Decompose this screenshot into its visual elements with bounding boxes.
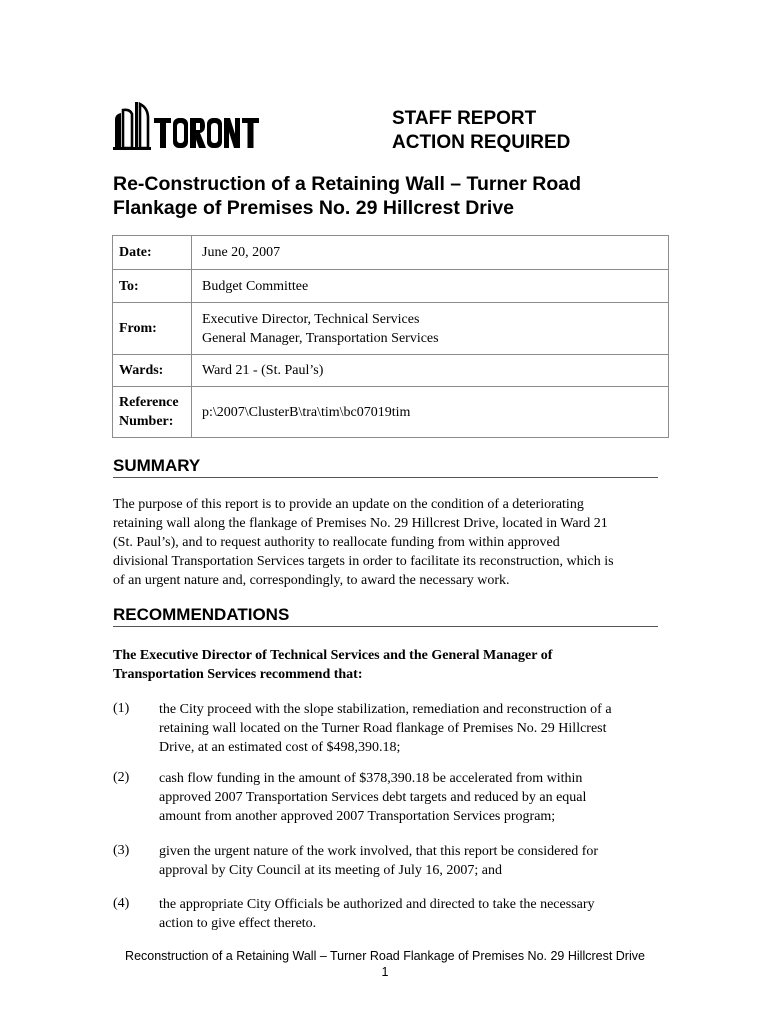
recommendation-item: (2) cash flow funding in the amount of $378,390.18 be accelerated from within approved 2007 Transportation Services debt targets and reduced by an equal amount from another approved 2007 Transportation Services program; <box>113 770 587 824</box>
meta-row-reference <box>113 387 669 438</box>
recommendation-number: (4) <box>113 896 130 911</box>
meta-value: p:\2007\ClusterB\tra\tim\bc07019tim <box>192 387 669 438</box>
meta-row-wards <box>113 355 669 387</box>
meta-value: June 20, 2007 <box>192 236 669 270</box>
summary-paragraph: The purpose of this report is to provide an update on the condition of a deteriorating retaining wall along the flankage of Premises No. 29 Hillcrest Drive, located in Ward 21 (St. Paul’s), and to request authority to reallocate funding from within approved divisional Transportation Services targets in order to facilitate its reconstruction, which is of an urgent nature and, correspondingly, to award the necessary work. <box>113 497 614 588</box>
report-type-line-2: ACTION REQUIRED <box>392 132 571 153</box>
meta-label: Reference Number: <box>113 387 192 438</box>
report-title-line-1: Re-Construction of a Retaining Wall – Turner Road <box>113 173 582 195</box>
page-footer <box>0 948 770 980</box>
meta-label: Wards: <box>113 355 192 387</box>
recommendations-intro: The Executive Director of Technical Services and the General Manager of Transportation Services recommend that: <box>113 648 553 682</box>
meta-label: Date: <box>113 236 192 270</box>
recommendation-item: (3) given the urgent nature of the work involved, that this report be considered for approval by City Council at its meeting of July 16, 2007; and <box>113 843 599 878</box>
meta-row-to <box>113 270 669 303</box>
summary-heading: SUMMARY <box>113 456 658 478</box>
report-type-line-1: STAFF REPORT <box>392 108 537 129</box>
recommendation-number: (2) <box>113 770 130 785</box>
recommendation-number: (1) <box>113 701 130 716</box>
meta-value: Executive Director, Technical Services General Manager, Transportation Services <box>192 303 669 355</box>
recommendation-item: (1) the City proceed with the slope stabilization, remediation and reconstruction of a retaining wall located on the Turner Road flankage of Premises No. 29 Hillcrest Drive, at an estimated cost of $498,390.18; <box>113 701 612 755</box>
recommendation-number: (3) <box>113 843 130 858</box>
footer-title: Reconstruction of a Retaining Wall – Turner Road Flankage of Premises No. 29 Hillcrest Drive <box>125 949 645 963</box>
page-number: 1 <box>381 965 389 979</box>
meta-label: From: <box>113 303 192 355</box>
report-title <box>113 172 673 220</box>
toronto-logo <box>113 100 265 152</box>
report-type <box>392 107 570 155</box>
recommendation-item: (4) the appropriate City Officials be authorized and directed to take the necessary action to give effect thereto. <box>113 896 595 931</box>
meta-value: Ward 21 - (St. Paul’s) <box>192 355 669 387</box>
meta-row-date <box>113 236 669 270</box>
report-meta-table <box>112 235 669 438</box>
meta-row-from <box>113 303 669 355</box>
report-title-line-2: Flankage of Premises No. 29 Hillcrest Drive <box>113 197 515 219</box>
meta-value: Budget Committee <box>192 270 669 303</box>
meta-label: To: <box>113 270 192 303</box>
recommendations-heading: RECOMMENDATIONS <box>113 605 658 627</box>
